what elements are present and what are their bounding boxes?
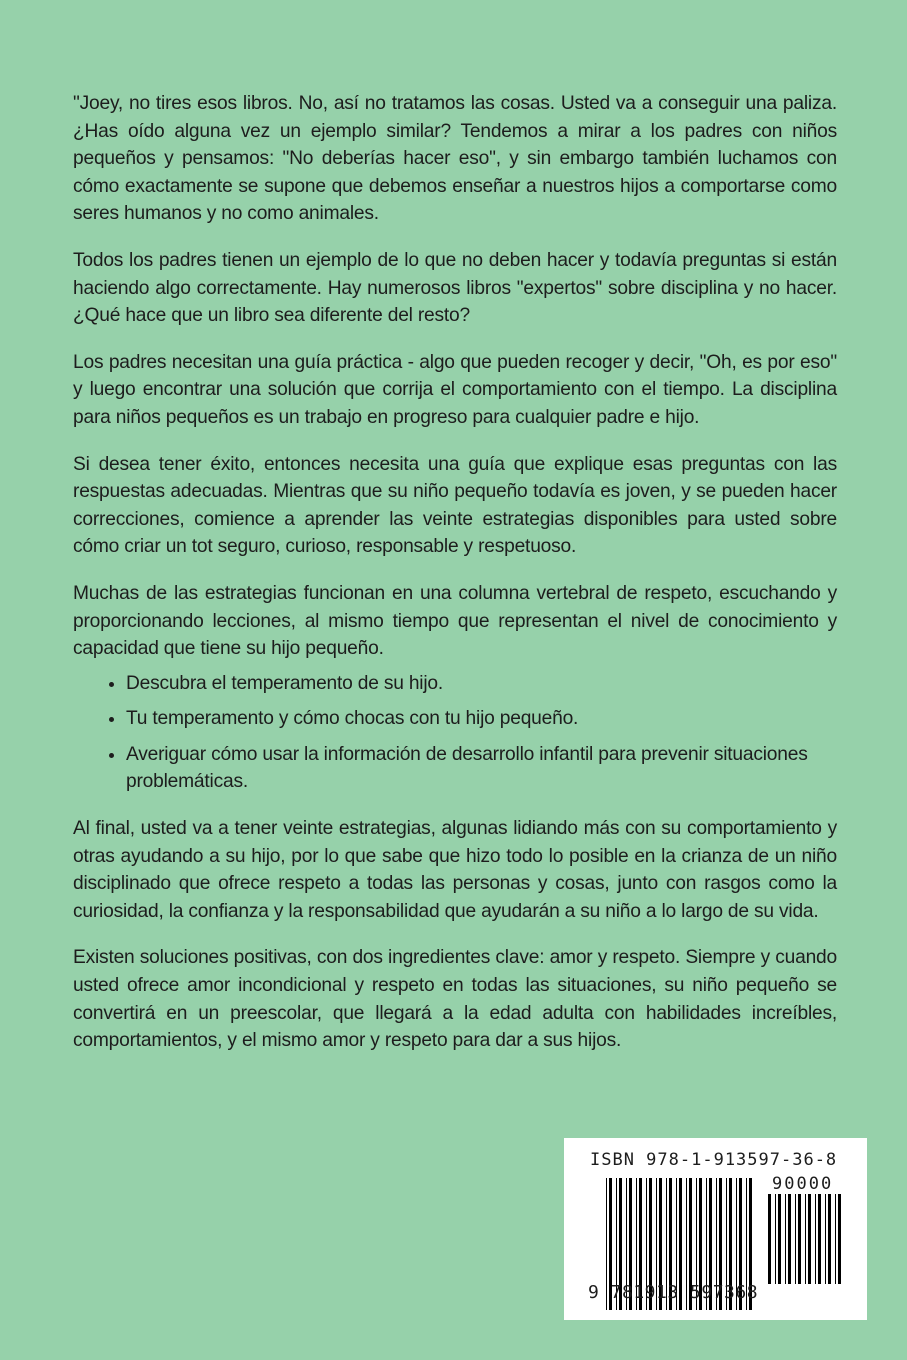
barcode-bar (828, 1194, 831, 1284)
barcode-bar (785, 1194, 786, 1284)
barcode-bar (818, 1194, 821, 1284)
isbn-barcode (564, 1138, 867, 1320)
paragraph: Los padres necesitan una guía práctica - algo que pueden recoger y decir, "Oh, es por eso" y luego encontrar una solución que corrija el comportamiento con el tiempo. La disciplina para niños pequeños es un trabajo en progreso para cualquier padre e hijo. (73, 351, 837, 428)
barcode-bar (778, 1194, 781, 1284)
barcode-bar (825, 1194, 826, 1284)
bullet-item: • Descubra el temperamento de su hijo. (126, 670, 837, 698)
barcode-number: 9 781913 597368 (588, 1282, 759, 1303)
barcode-bar (788, 1194, 791, 1284)
barcode-bar (768, 1194, 771, 1284)
bullet-item: • Tu temperamento y cómo chocas con tu hijo pequeño. (126, 705, 837, 733)
barcode-bar (775, 1194, 776, 1284)
paragraph: Todos los padres tienen un ejemplo de lo que no deben hacer y todavía preguntas si están haciendo algo correctamente. Hay numerosos libros "expertos" sobre disciplina y no hacer. ¿Qué hace que un libro sea diferente del resto? (73, 249, 837, 327)
isbn-label: ISBN 978-1-913597-36-8 (590, 1150, 838, 1170)
bullet-list (73, 670, 837, 796)
barcode-bar (835, 1194, 836, 1284)
paragraph: "Joey, no tires esos libros. No, así no tratamos las cosas. Usted va a conseguir una paliza. ¿Has oído alguna vez un ejemplo similar? Tendemos a mirar a los padres con niños pequeños y pensamos: "No deberías hacer eso", y sin embargo también luchamos con cómo exactamente se supone que debemos enseñar a nuestros hijos a comportarse como seres humanos y no como animales. (73, 93, 837, 225)
barcode-addon-number: 90000 (772, 1174, 834, 1194)
barcode-bar (798, 1194, 801, 1284)
barcode-bar (795, 1194, 796, 1284)
bullet-item: • Averiguar cómo usar la información de desarrollo infantil para prevenir situaciones problemáticas. (126, 741, 837, 796)
paragraph: Si desea tener éxito, entonces necesita una guía que explique esas preguntas con las respuestas adecuadas. Mientras que su niño pequeño todavía es joven, y se pueden hacer correcciones, comience a aprender las veinte estrategias disponibles para usted sobre cómo criar un tot seguro, curioso, responsable y respetuoso. (73, 453, 837, 558)
paragraph: Al final, usted va a tener veinte estrategias, algunas lidiando más con su comportamiento y otras ayudando a su hijo, por lo que sabe que hizo todo lo posible en la crianza de un niño disciplinado que ofrece respeto a todas las personas y cosas, junto con rasgos como la curiosidad, la confianza y la responsabilidad que ayudarán a su niño a lo largo de su vida. (73, 818, 837, 922)
barcode-bar (805, 1194, 806, 1284)
barcode-bar (815, 1194, 816, 1284)
paragraph: Muchas de las estrategias funcionan en una columna vertebral de respeto, escuchando y proporcionando lecciones, al mismo tiempo que representan el nivel de conocimiento y capacidad que tiene su hijo pequeño. (73, 582, 837, 660)
back-cover-text (73, 90, 837, 1074)
barcode-bar (808, 1194, 811, 1284)
paragraph: Existen soluciones positivas, con dos ingredientes clave: amor y respeto. Siempre y cuando usted ofrece amor incondicional y respeto en todas las situaciones, su niño pequeño se convertirá en un preescolar, que llegará a la edad adulta con habilidades increíbles, comportamientos, y el mismo amor y respeto para dar a sus hijos. (73, 947, 837, 1052)
barcode-bar (838, 1194, 841, 1284)
